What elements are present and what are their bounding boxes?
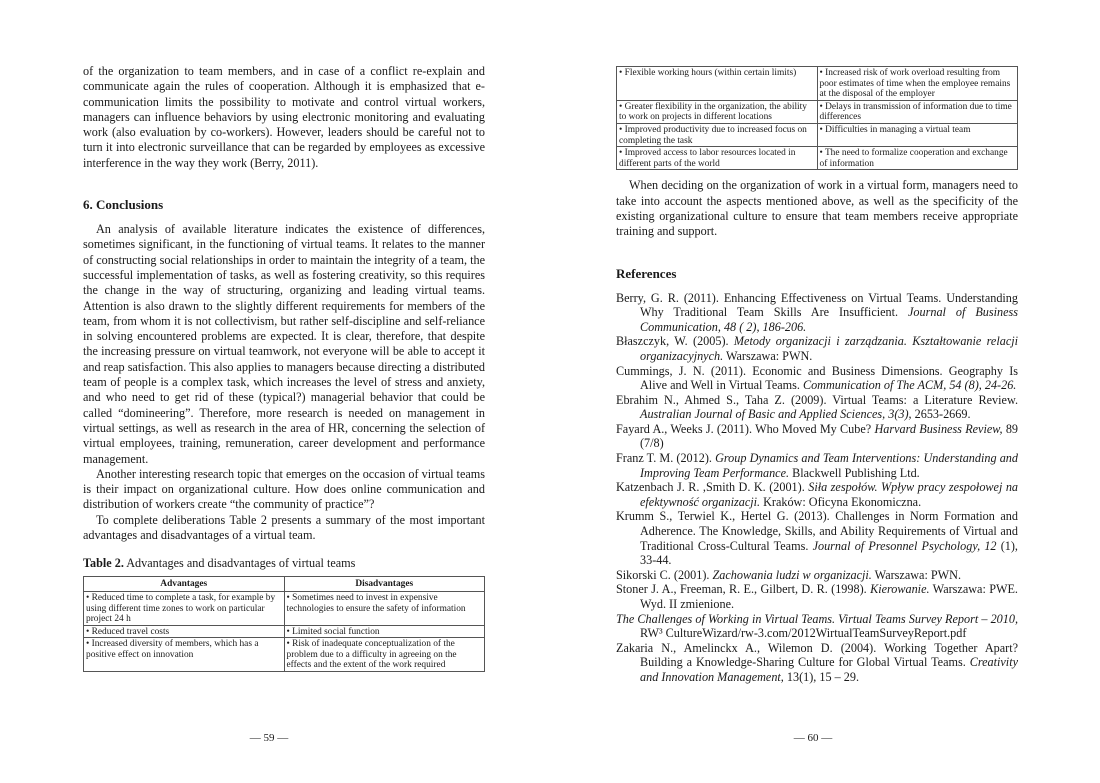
page-60	[550, 0, 1100, 783]
references-list	[616, 291, 1018, 685]
reference-tail-text: 89 (7/8)	[640, 421, 1019, 451]
page-number: — 60 —	[793, 732, 833, 744]
table-row	[617, 100, 1018, 123]
header-disadvantages: Disadvantages	[284, 577, 485, 592]
reference-item	[616, 334, 1018, 363]
advantage-cell: • Flexible working hours (within certain limits)	[617, 67, 818, 101]
reference-text: Ebrahim N., Ahmed S., Taha Z. (2009). Virtual Teams: a Literature Review.	[616, 392, 1018, 407]
reference-tail-text: RW³ CultureWizard/rw-3.com/2012WirtualTeamSurveyReport.pdf	[640, 626, 967, 641]
header-advantages: Advantages	[84, 577, 285, 592]
reference-text: Zakaria N., Amelinckx A., Wilemon D. (2004). Working Together Apart? Building a Knowledge-Sharing Culture for Global Virtual Teams.	[616, 640, 1018, 670]
conclusions-paragraph-2: Another interesting research topic that emerges on the occasion of virtual teams is their impact on organizational culture. How does online communication and distribution of workers create “the community of practice”?	[83, 466, 485, 512]
reference-tail-text: Blackwell Publishing Ltd.	[789, 465, 920, 480]
table-row	[617, 123, 1018, 146]
table-row	[84, 591, 485, 625]
reference-tail-text: (1), 33-44.	[640, 538, 1018, 568]
table-row	[617, 67, 1018, 101]
table-caption-text: Advantages and disadvantages of virtual teams	[126, 556, 356, 571]
conclusions-paragraph-1: An analysis of available literature indicates the existence of differences, sometimes significant, in the functioning of virtual teams. It relates to the manner of constructing social relationships in order to maintain the integrity of a team, the successful implementation of tasks, as well as fostering creativity, so this requires the change in the way of structuring, organizing and leading virtual teams. Attention is also drawn to the slightly different requirements for members of the team, from whom it is not collectivism, but rather self-discipline and self-reliance in solving encountered problems are expected. It is clear, therefore, that despite the increasing pressure on virtual teamwork, not everyone will be able to accept it and reap satisfaction. This also applies to managers because directing a distributed team of people is a complex task, which increases the level of stress and anxiety, and who need to get rid of these (typical?) managerial behavior that could be called “domineering”. Therefore, more research is needed on management in virtual settings, as well as research in the area of HR, concerning the selection of virtual employees, training, remuneration, career development and performance management.	[83, 222, 485, 466]
reference-text: Katzenbach J. R. ,Smith D. K. (2001).	[616, 480, 809, 495]
reference-tail-text: Kraków: Oficyna Ekonomiczna.	[760, 494, 922, 509]
reference-italic-text: Journal of Business Communication, 48 ( 2), 186-206.	[640, 305, 1018, 334]
disadvantage-cell: • Sometimes need to invest in expensive technologies to ensure the safety of information	[284, 591, 485, 625]
advantage-cell: • Increased diversity of members, which has a positive effect on innovation	[84, 638, 285, 672]
reference-item	[616, 509, 1018, 567]
section-heading: 6. Conclusions	[83, 197, 164, 213]
reference-text: Franz T. M. (2012).	[616, 451, 716, 466]
reference-tail-text: 2653-2669.	[911, 407, 971, 422]
reference-italic-text: Siła zespołów. Wpływ pracy zespołowej na efektywność organizacji.	[640, 480, 1019, 509]
advantage-cell: • Improved productivity due to increased focus on completing the task	[617, 123, 818, 146]
page-number: — 59 —	[249, 732, 289, 744]
reference-italic-text: Communication of The ACM, 54 (8), 24-26.	[802, 378, 1017, 393]
reference-item	[616, 422, 1018, 451]
intro-paragraph: of the organization to team members, and in case of a conflict re-explain and communicate again the rules of cooperation. Although it is emphasized that e-communication limits the possibility to motivate and control virtual workers, managers can influence behaviors by using electronic monitoring and evaluating work (also evaluation by co-workers). However, leaders should be careful not to turn it into electronic surveillance that can be regarded by employees as excessive interference in the way they work (Berry, 2011).	[83, 64, 485, 170]
reference-italic-text: Journal of Presonnel Psychology, 12	[812, 538, 997, 553]
reference-italic-text: Metody organizacji i zarządzania. Kształtowanie relacji organizacyjnych.	[640, 334, 1018, 363]
reference-tail-text: Warszawa: PWN.	[871, 567, 962, 582]
disadvantage-cell: • Risk of inadequate conceptualization of the problem due to a difficulty in agreeing on the effects and the extent of the work required	[284, 638, 485, 672]
reference-item	[616, 568, 1018, 583]
disadvantage-cell: • Difficulties in managing a virtual team	[817, 123, 1018, 146]
left-column	[83, 64, 485, 672]
disadvantage-cell: • The need to formalize cooperation and exchange of information	[817, 147, 1018, 170]
reference-item	[616, 612, 1018, 641]
reference-text: Sikorski C. (2001).	[616, 567, 713, 582]
advantages-table-part-1	[83, 576, 485, 672]
advantage-cell: • Greater flexibility in the organization, the ability to work on projects in different locations	[617, 100, 818, 123]
advantage-cell: • Reduced travel costs	[84, 625, 285, 638]
reference-italic-text: Harvard Business Review,	[874, 421, 1003, 436]
references-heading: References	[616, 265, 677, 281]
reference-text: Krumm S., Terwiel K., Hertel G. (2013). Challenges in Norm Formation and Adherence. The Knowledge, Skills, and Ability Requirements of Virtual and Traditional Cross-Cultural Teams.	[616, 509, 1018, 553]
reference-tail-text: Warszawa: PWE. Wyd. II zmienione.	[640, 582, 1018, 611]
advantages-table-part-2	[616, 66, 1018, 170]
reference-item	[616, 451, 1018, 480]
reference-italic-text: Australian Journal of Basic and Applied Sciences, 3(3),	[640, 407, 912, 422]
table-row	[84, 638, 485, 672]
disadvantage-cell: • Increased risk of work overload resulting from poor estimates of time when the employee remains at the disposal of the employer	[817, 67, 1018, 101]
reference-italic-text: Creativity and Innovation Management,	[640, 655, 1018, 684]
reference-italic-text: Group Dynamics and Team Interventions: Understanding and Improving Team Performance.	[640, 451, 1018, 480]
reference-tail-text: Warszawa: PWN.	[723, 348, 813, 363]
reference-item	[616, 393, 1018, 422]
disadvantage-cell: • Delays in transmission of information due to time differences	[817, 100, 1018, 123]
table-row	[617, 147, 1018, 170]
reference-item	[616, 582, 1018, 611]
table-caption-label: Table 2.	[83, 556, 124, 571]
reference-tail-text: 13(1), 15 – 29.	[783, 669, 860, 684]
reference-italic-text: Zachowania ludzi w organizacji.	[712, 567, 872, 582]
reference-item	[616, 480, 1018, 509]
reference-text: Berry, G. R. (2011). Enhancing Effectiveness on Virtual Teams. Understanding Why Traditional Team Skills Are Insufficient.	[616, 290, 1018, 320]
reference-item	[616, 641, 1018, 685]
reference-item	[616, 364, 1018, 393]
advantage-cell: • Improved access to labor resources located in different parts of the world	[617, 147, 818, 170]
reference-text: Fayard A., Weeks J. (2011). Who Moved My Cube?	[616, 421, 875, 436]
table-header-row	[84, 577, 485, 592]
table-caption	[83, 556, 485, 571]
conclusions-paragraph-3: To complete deliberations Table 2 presents a summary of the most important advantages and disadvantages of a virtual team.	[83, 512, 485, 543]
advantage-cell: • Reduced time to complete a task, for example by using different time zones to work on particular project 24 h	[84, 591, 285, 625]
reference-text: Błaszczyk, W. (2005).	[616, 334, 734, 349]
closing-paragraph: When deciding on the organization of work in a virtual form, managers need to take into account the aspects mentioned above, as well as the specificity of the existing organizational culture to ensure that team members receive appropriate training and support.	[616, 178, 1018, 239]
reference-text: Cummings, J. N. (2011). Economic and Business Dimensions. Geography Is Alive and Well in Virtual Teams.	[616, 363, 1018, 393]
reference-italic-text: The Challenges of Working in Virtual Teams. Virtual Teams Survey Report – 2010,	[616, 611, 1018, 626]
reference-item	[616, 291, 1018, 335]
right-column	[616, 66, 1018, 685]
reference-text: Stoner J. A., Freeman, R. E., Gilbert, D. R. (1998).	[616, 582, 871, 597]
reference-italic-text: Kierowanie.	[870, 582, 930, 597]
disadvantage-cell: • Limited social function	[284, 625, 485, 638]
table-row	[84, 625, 485, 638]
